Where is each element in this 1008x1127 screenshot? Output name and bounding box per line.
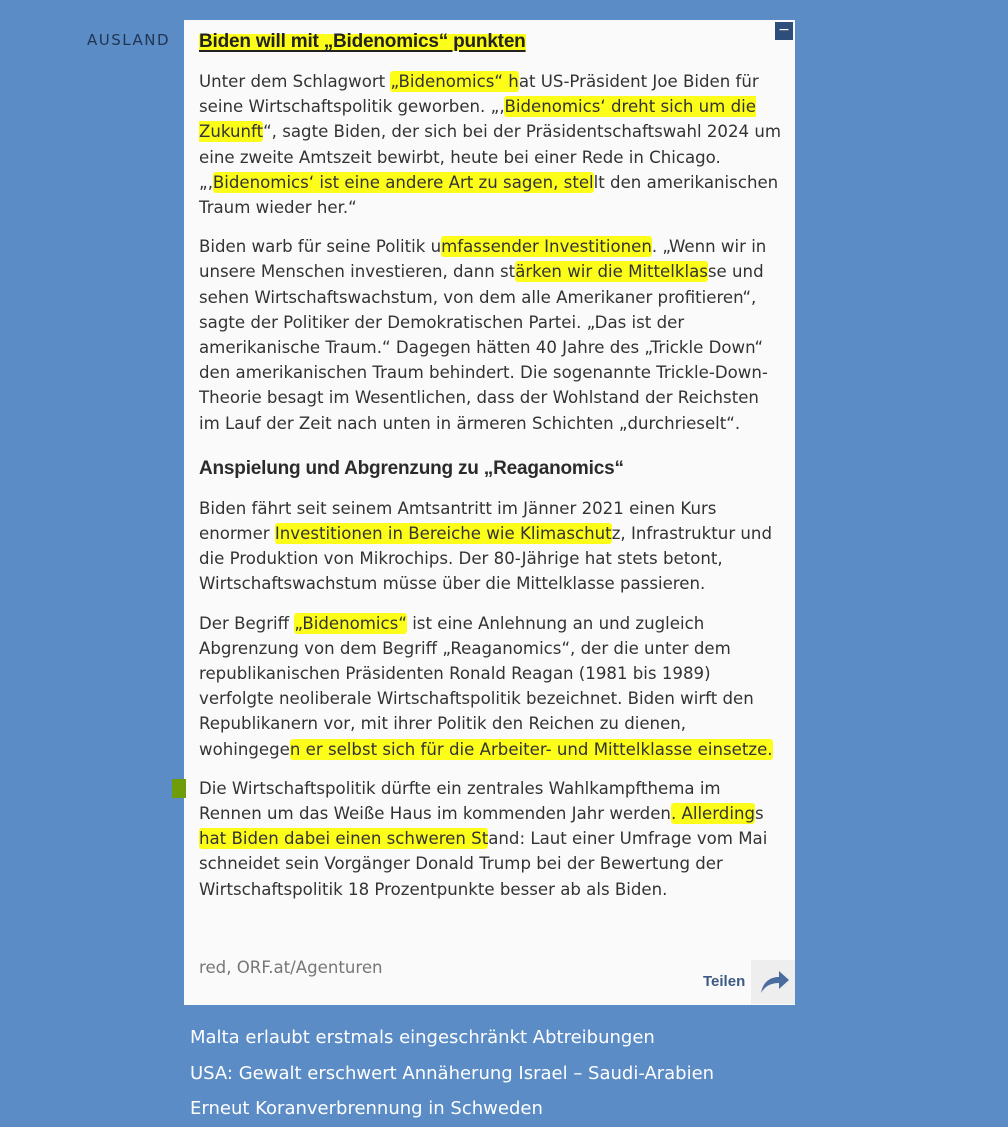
related-link[interactable]: Malta erlaubt erstmals eingeschränkt Abtreibungen: [190, 1027, 655, 1048]
article-source: red, ORF.at/Agenturen: [199, 958, 383, 977]
highlight: mfassender Investitionen: [441, 237, 652, 257]
highlight: . Allerding: [670, 804, 755, 824]
paragraph-3: Biden fährt seit seinem Amtsantritt im Jänner 2021 einen Kurs enormer Investitionen in Bereiche wie Klimaschutz, Infrastruktur und die Produktion von Mikrochips. Der 80-Jährige hat stets betont, Wirtschaftswachstum müsse über die Mittelklasse passieren.: [199, 498, 772, 594]
share-button[interactable]: [703, 960, 795, 1002]
share-arrow-icon[interactable]: [751, 960, 795, 1004]
margin-marker: [172, 779, 186, 798]
highlight: Bidenomics‘ dreht sich um die Zukunft: [199, 97, 756, 142]
highlight: Bidenomics‘ ist eine andere Art zu sagen, stel: [212, 172, 594, 192]
highlight: „Bidenomics“ h: [390, 72, 519, 91]
highlight: hat Biden dabei einen schweren St: [199, 829, 489, 849]
section-label: AUSLAND: [87, 31, 170, 49]
highlight: n er selbst sich für die Arbeiter- und Mittelklasse einsetze.: [289, 739, 773, 759]
article-content: [199, 31, 784, 916]
article-title[interactable]: Biden will mit „Bidenomics“ punkten: [199, 31, 526, 52]
highlight: ärken wir die Mittelklas: [515, 262, 708, 282]
paragraph-2: Biden warb für seine Politik umfassender Investitionen. „Wenn wir in unsere Menschen investieren, dann stärken wir die Mittelklasse und sehen Wirtschaftswachstum, von dem alle Amerikaner profitieren“, sagte der Politiker der Demokratischen Partei. „Das ist der amerikanische Traum.“ Dagegen hätten 40 Jahre des „Trickle Down“ den amerikanischen Traum behindert. Die sogenannte Trickle-Down-Theorie besagt im Wesentlichen, dass der Wohlstand der Reichsten im Lauf der Zeit nach unten in ärmeren Schichten „durchrieselt“.: [199, 237, 768, 433]
article-card: [184, 20, 795, 1005]
share-label: Teilen: [703, 973, 746, 990]
related-links: [190, 1020, 714, 1127]
minus-icon[interactable]: −: [775, 22, 793, 40]
paragraph-5: Die Wirtschaftspolitik dürfte ein zentrales Wahlkampfthema im Rennen um das Weiße Haus im kommenden Jahr werden. Allerdings hat Biden dabei einen schweren Stand: Laut einer Umfrage vom Mai schneidet sein Vorgänger Donald Trump bei der Bewertung der Wirtschaftspolitik 18 Prozentpunkte besser ab als Biden.: [199, 778, 768, 899]
article-subheading: Anspielung und Abgrenzung zu „Reaganomics“: [199, 457, 624, 479]
highlight: Investitionen in Bereiche wie Klimaschut: [274, 524, 612, 544]
paragraph-4: Der Begriff „Bidenomics“ ist eine Anlehnung an und zugleich Abgrenzung von dem Begriff „Reaganomics“, der die unter dem republikanischen Präsidenten Ronald Reagan (1981 bis 1989) verfolgte neoliberale Wirtschaftspolitik bezeichnet. Biden wirft den Republikanern vor, mit ihrer Politik den Reichen zu dienen, wohingegen er selbst sich für die Arbeiter- und Mittelklasse einsetze.: [199, 613, 773, 759]
related-link[interactable]: USA: Gewalt erschwert Annäherung Israel – Saudi-Arabien: [190, 1062, 715, 1084]
related-link[interactable]: Erneut Koranverbrennung in Schweden: [190, 1098, 543, 1119]
paragraph-1: Unter dem Schlagwort „Bidenomics“ hat US-Präsident Joe Biden für seine Wirtschaftspolitik geworben. „‚Bidenomics‘ dreht sich um die Zukunft“, sagte Biden, der sich bei der Präsidentschaftswahl 2024 um eine zweite Amtszeit bewirbt, heute bei einer Rede in Chicago. „‚Bidenomics‘ ist eine andere Art zu sagen, stellt den amerikanischen Traum wieder her.“: [199, 72, 782, 218]
highlight: „Bidenomics“: [294, 613, 407, 633]
